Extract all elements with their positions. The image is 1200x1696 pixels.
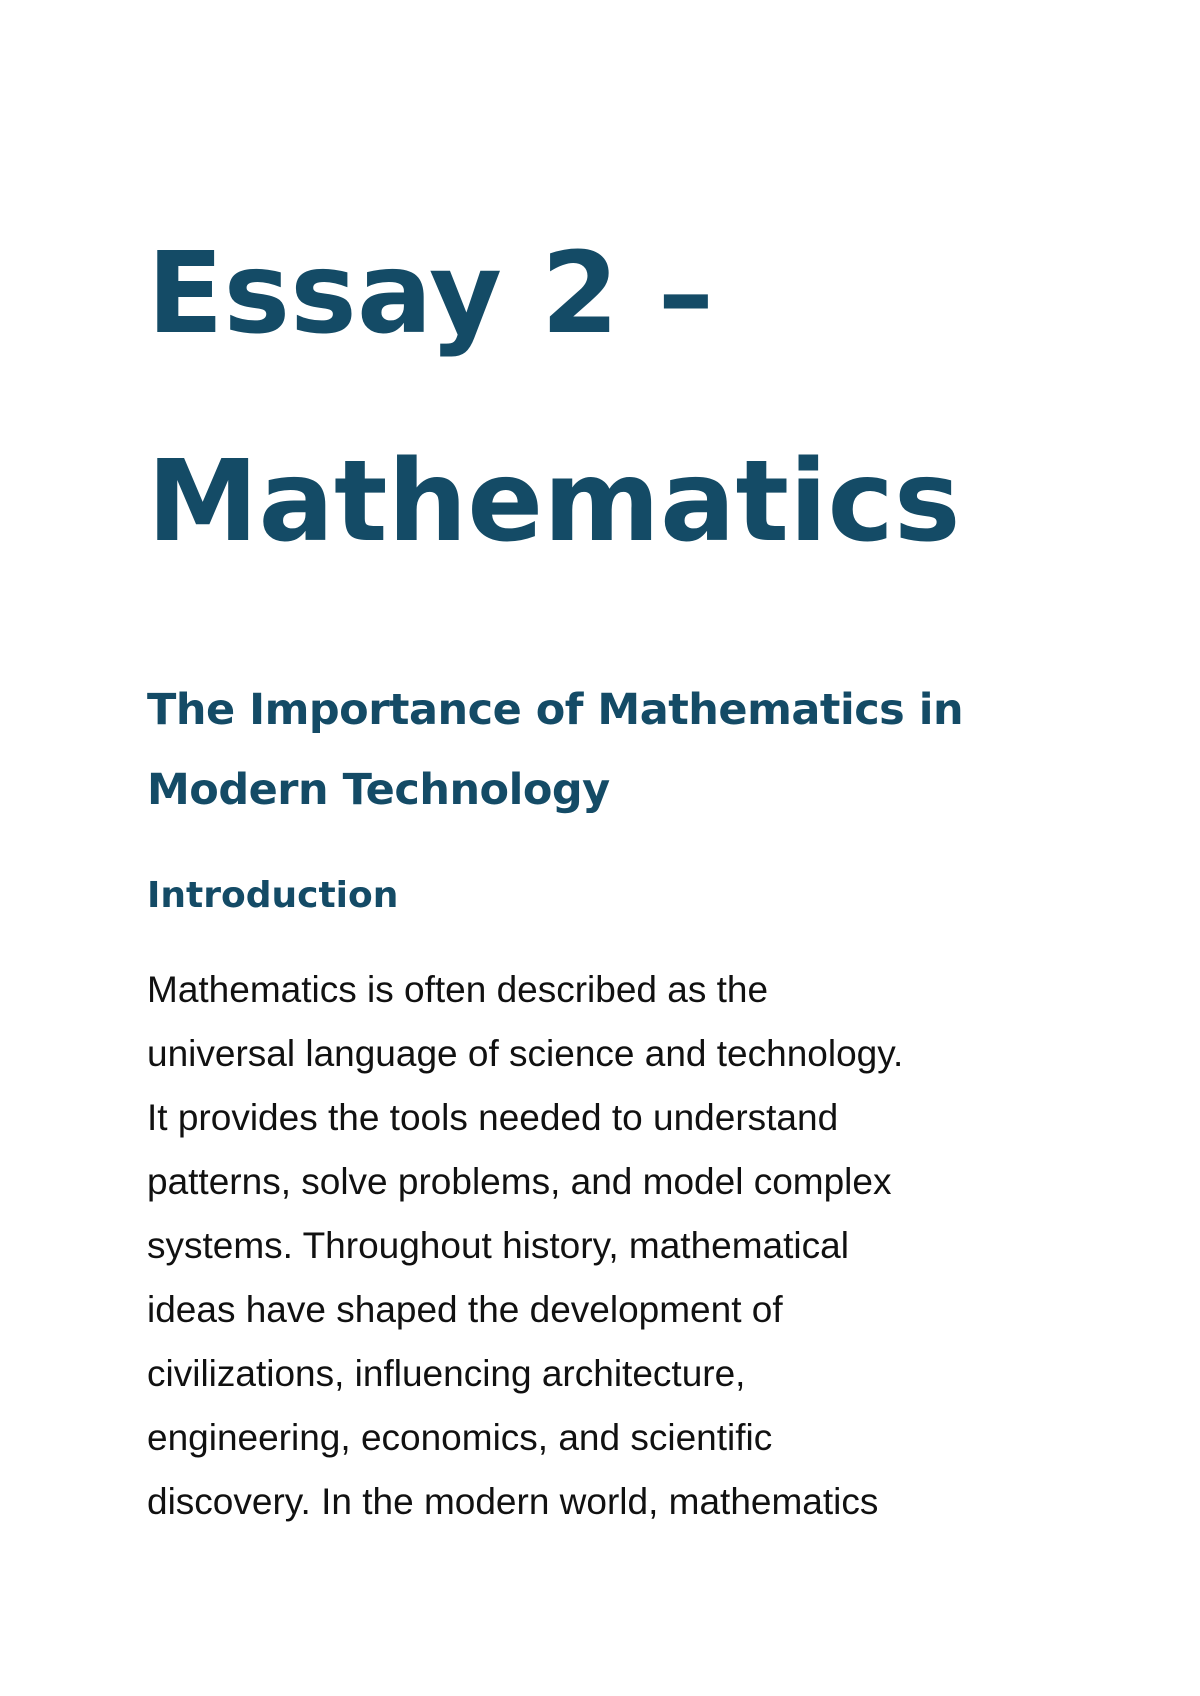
section-heading-introduction: Introduction xyxy=(147,875,399,916)
introduction-paragraph xyxy=(147,958,1047,1534)
subtitle-line-1: The Importance of Mathematics in xyxy=(147,685,964,735)
document-title xyxy=(147,190,1047,606)
document-subtitle xyxy=(147,670,1047,830)
paragraph-line-1: Mathematics is often described as the xyxy=(147,969,769,1010)
document-content xyxy=(147,190,1047,1534)
paragraph-line-3: It provides the tools needed to understand xyxy=(147,1097,839,1138)
title-line-2: Mathematics xyxy=(147,437,961,567)
paragraph-line-6: ideas have shaped the development of xyxy=(147,1289,783,1330)
paragraph-line-5: systems. Throughout history, mathematical xyxy=(147,1225,849,1266)
paragraph-line-9: discovery. In the modern world, mathematics xyxy=(147,1481,879,1522)
paragraph-line-2: universal language of science and technology. xyxy=(147,1033,904,1074)
title-line-1: Essay 2 – xyxy=(147,229,714,359)
paragraph-line-8: engineering, economics, and scientific xyxy=(147,1417,773,1458)
subtitle-line-2: Modern Technology xyxy=(147,765,610,815)
paragraph-line-4: patterns, solve problems, and model complex xyxy=(147,1161,892,1202)
paragraph-line-7: civilizations, influencing architecture, xyxy=(147,1353,746,1394)
